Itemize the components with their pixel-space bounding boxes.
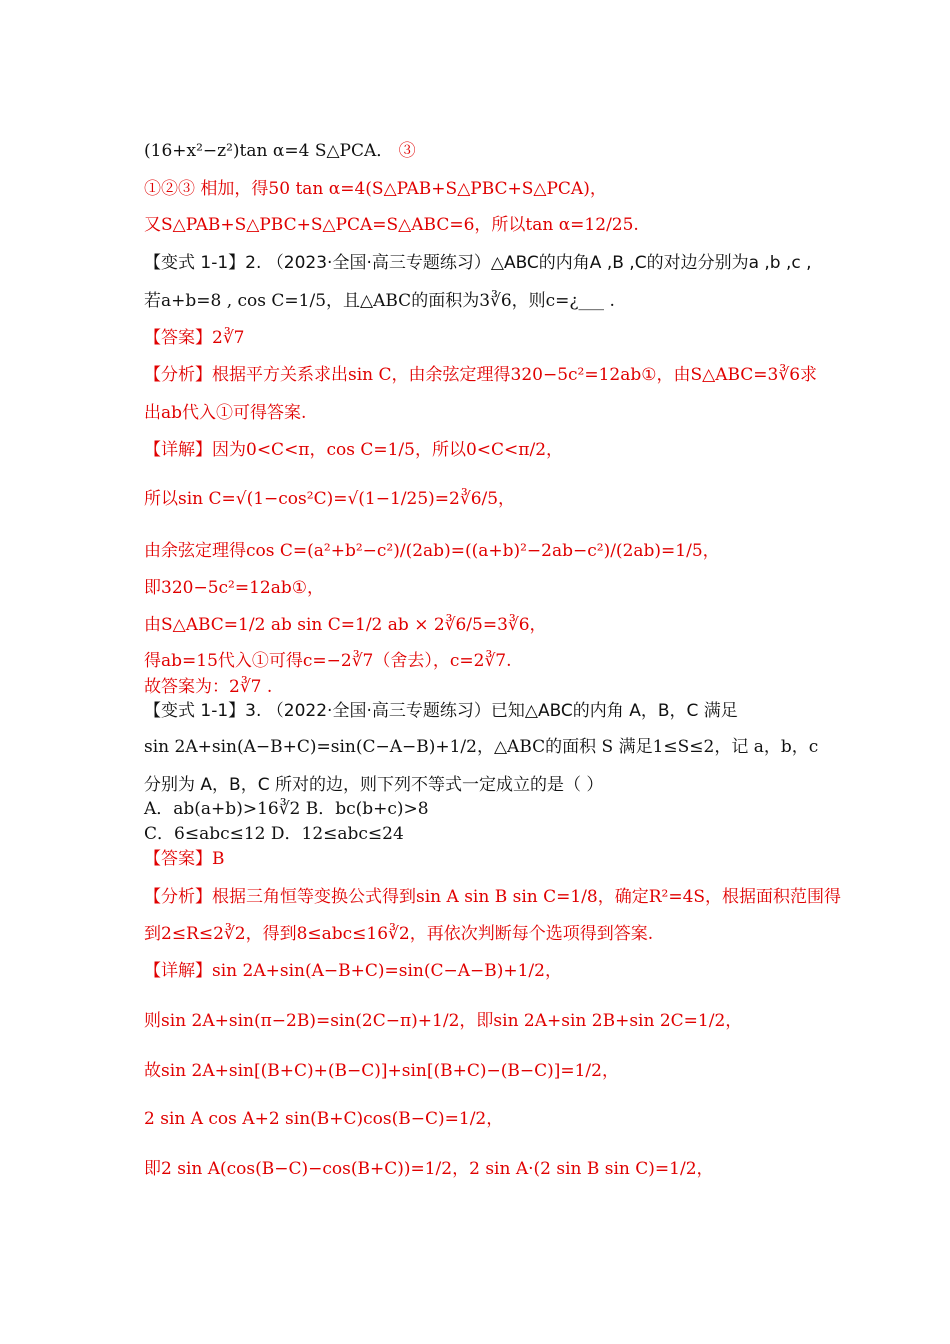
detail-line-5: 即2 sin A(cos(B−C)−cos(B+C))=1/2，2 sin A·(2 sin B sin C)=1/2， [144,1159,714,1179]
line-6: 【答案】2∛7 [144,328,245,348]
line-14: 得ab=15代入①可得c=−2∛7（舍去），c=2∛7. [144,651,512,671]
line-13: 由S△ABC=1/2 ab sin C=1/2 ab × 2∛6/5=3∛6， [144,615,547,635]
line-8: 出ab代入①可得答案. [144,403,307,423]
line-18: 分别为 A，B，C 所对的边，则下列不等式一定成立的是（ ） [144,775,604,795]
detail-line-1: 【详解】sin 2A+sin(A−B+C)=sin(C−A−B)+1/2， [144,961,562,981]
line-12: 即320−5c²=12ab①， [144,578,324,598]
option-a-b: A．ab(a+b)>16∛2 B．bc(b+c)>8 [144,799,429,819]
circled-three: ③ [398,141,416,161]
detail-line-3: 故sin 2A+sin[(B+C)+(B−C)]+sin[(B+C)−(B−C)]=1/2， [144,1061,619,1081]
analysis-line-2: 到2≤R≤2∛2，得到8≤abc≤16∛2，再依次判断每个选项得到答案. [144,924,654,944]
line-3: 又S△PAB+S△PBC+S△PCA=S△ABC=6，所以tan α=12/25. [144,215,639,235]
line-15: 故答案为：2∛7 . [144,677,273,697]
option-c-d: C．6≤abc≤12 D．12≤abc≤24 [144,824,404,844]
line-5: 若a+b=8 , cos C=1/5，且△ABC的面积为3∛6，则c=¿___ . [144,291,615,311]
line-16: 【变式 1-1】3. （2022·全国·高三专题练习）已知△ABC的内角 A，B，C 满足 [144,701,738,721]
answer-b: 【答案】B [144,849,225,869]
line-17: sin 2A+sin(A−B+C)=sin(C−A−B)+1/2，△ABC的面积 S 满足1≤S≤2，记 a，b，c [144,737,819,757]
analysis-line-1: 【分析】根据三角恒等变换公式得到sin A sin B sin C=1/8，确定R²=4S，根据面积范围得 [144,887,842,907]
line-11: 由余弦定理得cos C=(a²+b²−c²)/(2ab)=((a+b)²−2ab−c²)/(2ab)=1/5， [144,541,720,561]
line-10: 所以sin C=√(1−cos²C)=√(1−1/25)=2∛6/5， [144,489,516,509]
line-2: ①②③ 相加，得50 tan α=4(S△PAB+S△PBC+S△PCA)， [144,179,607,199]
line-4: 【变式 1-1】2. （2023·全国·高三专题练习）△ABC的内角A ,B ,C的对边分别为a ,b ,c , [144,253,812,273]
detail-line-4: 2 sin A cos A+2 sin(B+C)cos(B−C)=1/2， [144,1109,504,1129]
line-9: 【详解】因为0<C<π，cos C=1/5，所以0<C<π/2， [144,440,564,460]
line-1: (16+x²−z²)tan α=4 S△PCA． ③ [144,141,416,161]
line-7: 【分析】根据平方关系求出sin C，由余弦定理得320−5c²=12ab①，由S△ABC=3∛6求 [144,365,818,385]
detail-line-2: 则sin 2A+sin(π−2B)=sin(2C−π)+1/2，即sin 2A+sin 2B+sin 2C=1/2， [144,1011,743,1031]
